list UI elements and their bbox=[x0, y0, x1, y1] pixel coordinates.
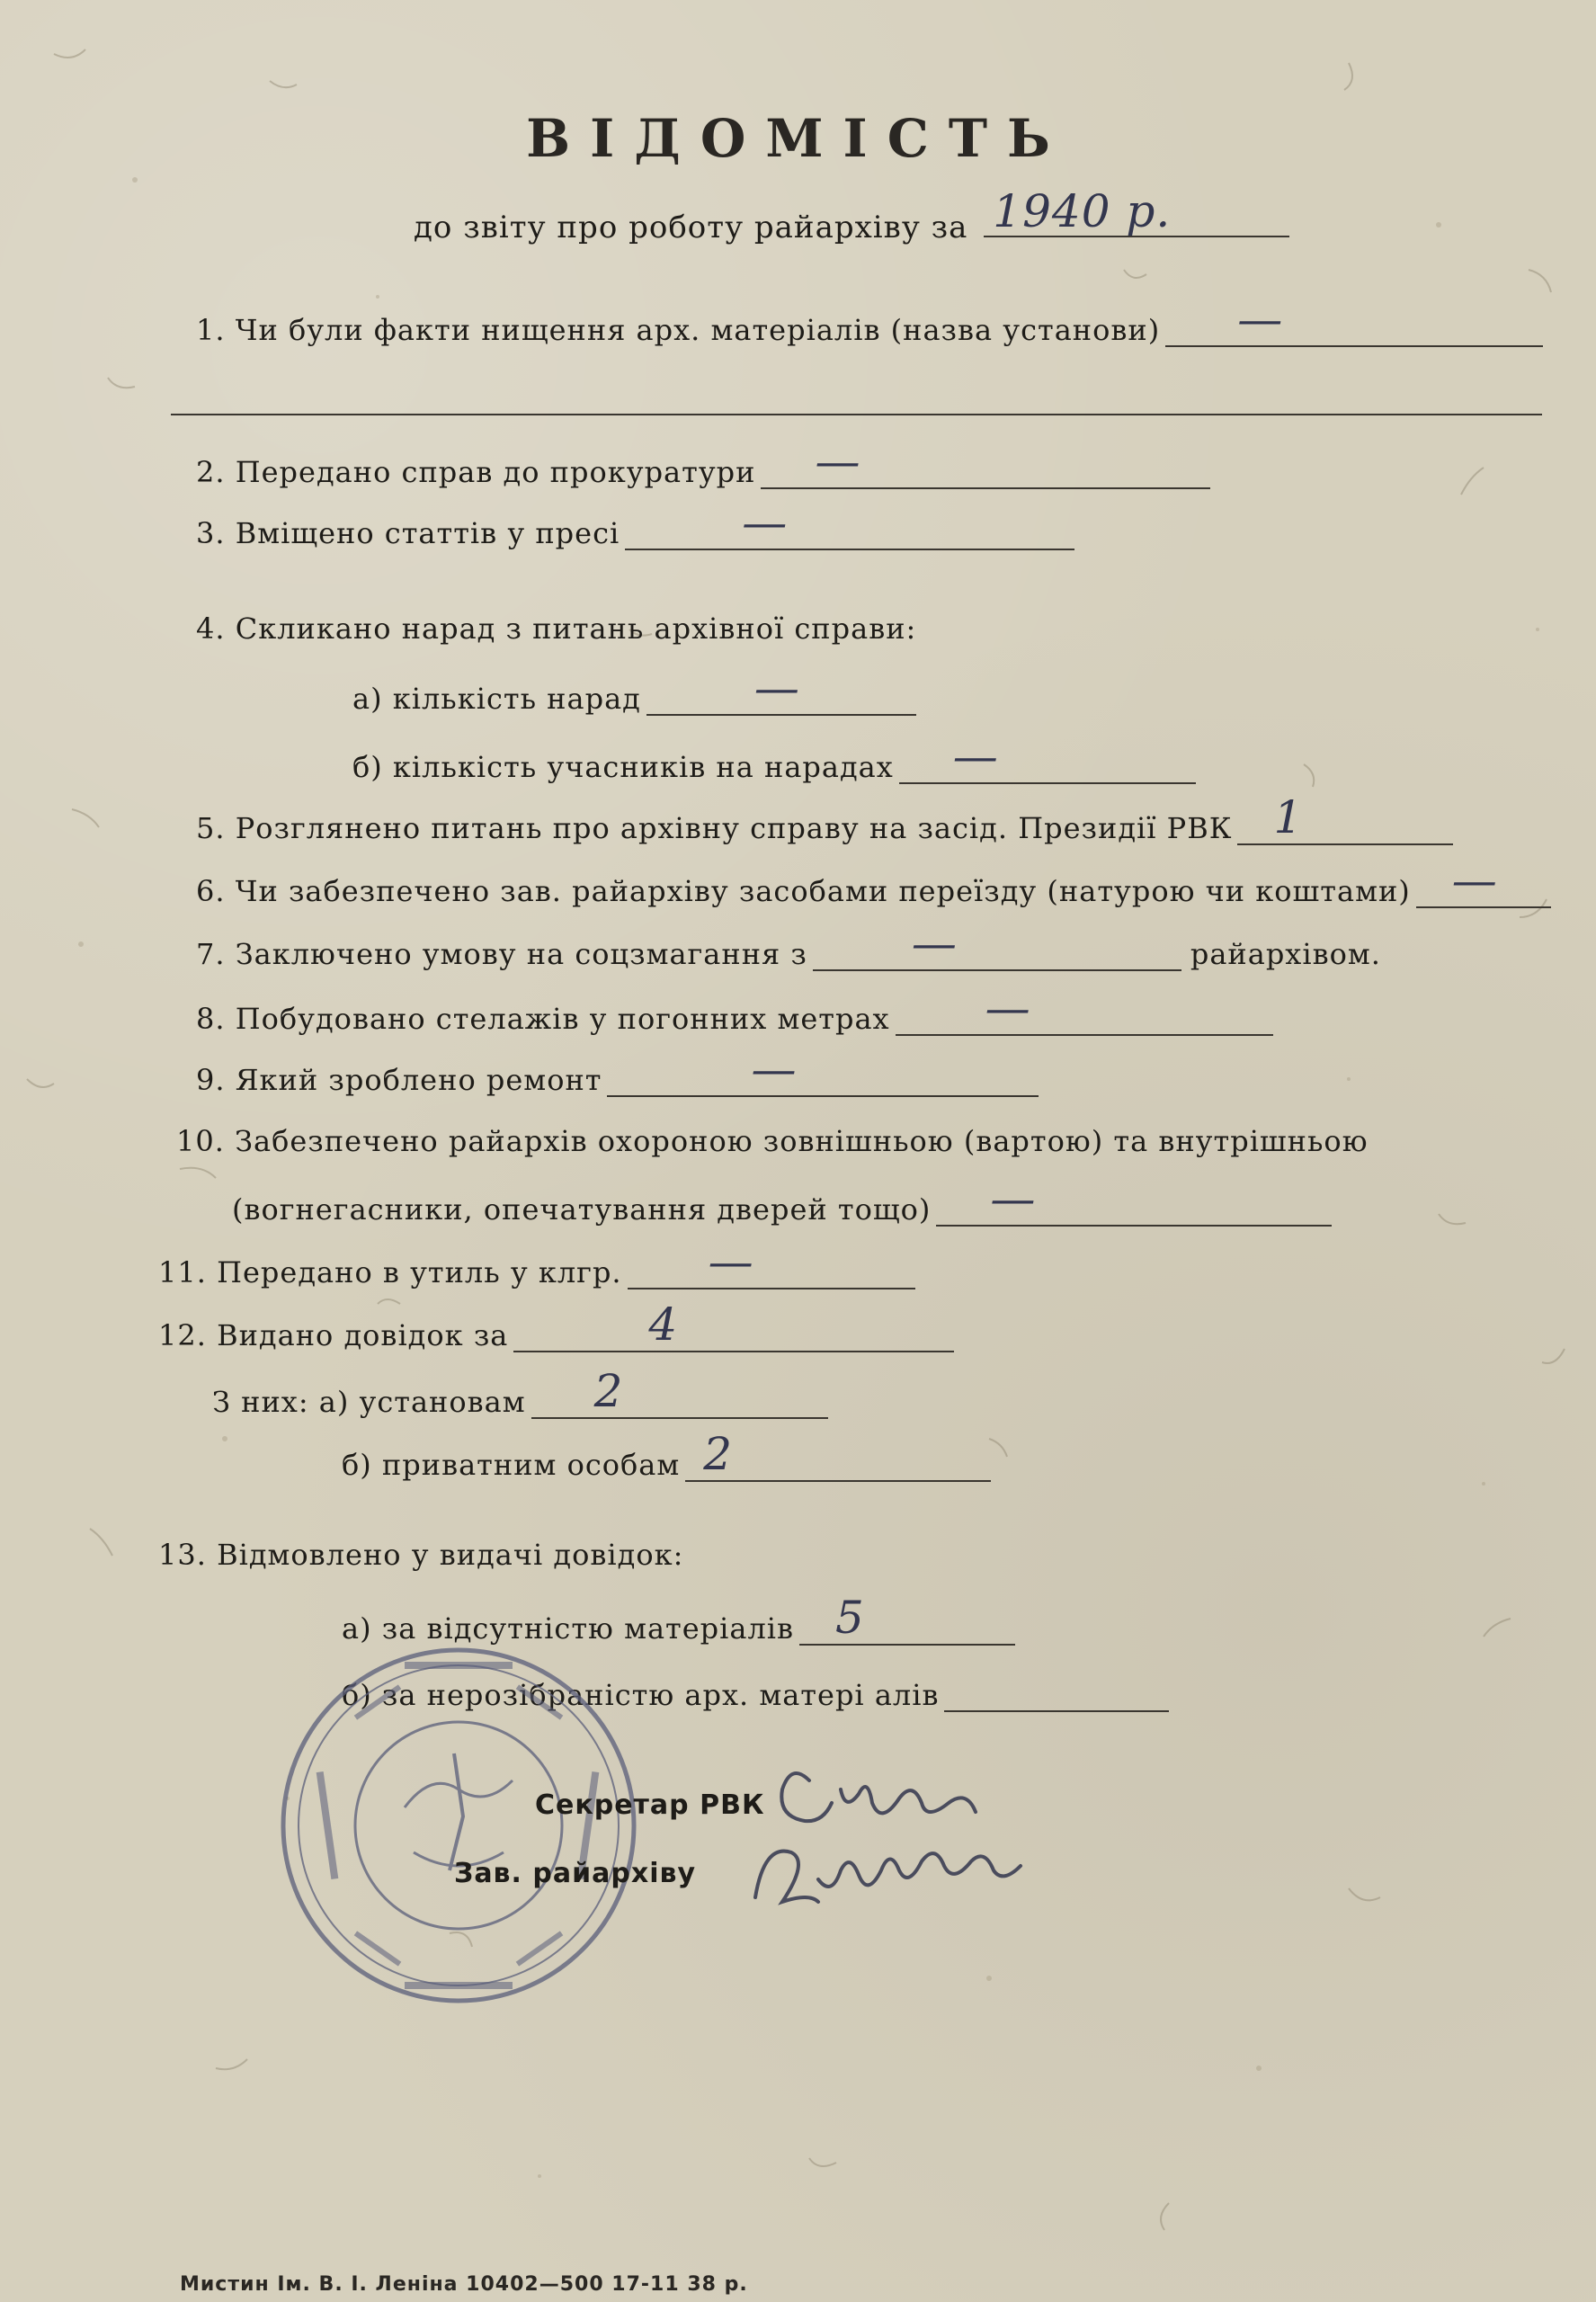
handwritten-signature bbox=[737, 1744, 1115, 1942]
item-8 bbox=[196, 982, 1273, 1036]
item-12 bbox=[158, 1298, 954, 1352]
item-10 bbox=[176, 1124, 1369, 1158]
item-4b-field bbox=[899, 730, 1196, 784]
item-2-value: — bbox=[815, 435, 861, 487]
subtitle bbox=[414, 185, 1289, 245]
item-7-field bbox=[813, 917, 1181, 971]
item-10-field bbox=[936, 1173, 1332, 1227]
item-10-value: — bbox=[990, 1173, 1037, 1225]
year-field bbox=[984, 185, 1289, 237]
item-11-value: — bbox=[708, 1236, 754, 1288]
item-6-label: 6. Чи забезпечено зав. райархіву засобами переїзду (натурою чи коштами) bbox=[196, 874, 1411, 908]
item-12b-label: б) приватним особам bbox=[342, 1448, 681, 1482]
item-3 bbox=[196, 496, 1074, 550]
document-title: ВІДОМІСТЬ bbox=[526, 108, 1070, 169]
item-7-label: 7. Заключено умову на соцзмагання з bbox=[196, 937, 807, 971]
item-4 bbox=[196, 611, 916, 646]
item-4a bbox=[352, 662, 916, 716]
item-9-field bbox=[607, 1043, 1039, 1097]
item-12b-field bbox=[685, 1428, 991, 1482]
item-4a-value: — bbox=[753, 662, 800, 714]
item-3-value: — bbox=[742, 496, 789, 549]
item-9-label: 9. Який зроблено ремонт bbox=[196, 1063, 602, 1097]
item-10-cont-label: (вогнегасники, опечатування дверей тощо) bbox=[232, 1192, 932, 1227]
item-6-value: — bbox=[1451, 854, 1498, 906]
item-1-value: — bbox=[1237, 293, 1284, 345]
item-12-field bbox=[513, 1298, 954, 1352]
item-1-continuation-line bbox=[171, 414, 1542, 415]
item-12a-label: З них: а) установам bbox=[212, 1385, 526, 1419]
item-11 bbox=[158, 1236, 915, 1289]
item-8-field bbox=[896, 982, 1273, 1036]
item-12b bbox=[342, 1428, 991, 1482]
item-3-label: 3. Вміщено статтів у пресі bbox=[196, 516, 620, 550]
item-5-value: 1 bbox=[1273, 791, 1304, 843]
item-2 bbox=[196, 435, 1210, 489]
item-2-field bbox=[761, 435, 1210, 489]
item-4-label: 4. Скликано нарад з питань архівної справи: bbox=[196, 611, 917, 646]
item-13b-field bbox=[944, 1673, 1169, 1712]
item-10-label: 10. Забезпечено райархів охороною зовнішньою (вартою) та внутрішньою bbox=[176, 1124, 1369, 1158]
item-4b-label: б) кількість учасників на нарадах bbox=[352, 750, 894, 784]
item-6 bbox=[196, 854, 1551, 908]
item-11-label: 11. Передано в утиль у клгр. bbox=[158, 1255, 622, 1289]
item-4b bbox=[352, 730, 1196, 784]
item-12a bbox=[212, 1365, 828, 1419]
item-13a-label: а) за відсутністю матеріалів bbox=[342, 1611, 795, 1646]
item-5-field bbox=[1237, 791, 1453, 845]
item-4a-field bbox=[646, 662, 916, 716]
item-1-field bbox=[1165, 293, 1543, 347]
item-13 bbox=[158, 1538, 683, 1572]
item-7-suffix: райархівом. bbox=[1190, 937, 1381, 971]
official-seal-stamp bbox=[270, 1637, 647, 2014]
year-handwritten: 1940 р. bbox=[993, 185, 1172, 237]
item-7 bbox=[196, 917, 1381, 971]
item-8-value: — bbox=[985, 982, 1031, 1034]
item-2-label: 2. Передано справ до прокуратури bbox=[196, 455, 756, 489]
item-5 bbox=[196, 791, 1453, 845]
item-4b-value: — bbox=[952, 730, 999, 782]
item-4a-label: а) кількість нарад bbox=[352, 682, 641, 716]
item-9 bbox=[196, 1043, 1039, 1097]
item-7-value: — bbox=[911, 917, 958, 969]
item-12a-value: 2 bbox=[593, 1365, 624, 1417]
item-10-cont bbox=[232, 1173, 1332, 1227]
item-12a-field bbox=[531, 1365, 828, 1419]
item-11-field bbox=[628, 1236, 915, 1289]
secretary-label: Секретар РВК bbox=[535, 1789, 765, 1821]
item-13b-label: б) за нерозібраністю арх. матері алів bbox=[342, 1678, 940, 1712]
item-12-label: 12. Видано довідок за bbox=[158, 1318, 509, 1352]
item-13-label: 13. Відмовлено у видачі довідок: bbox=[158, 1538, 684, 1572]
item-9-value: — bbox=[751, 1043, 798, 1095]
item-1-label: 1. Чи були факти нищення арх. матеріалів (назва установи) bbox=[196, 313, 1161, 347]
item-8-label: 8. Побудовано стелажів у погонних метрах bbox=[196, 1002, 890, 1036]
item-12-value: 4 bbox=[648, 1298, 679, 1351]
item-3-field bbox=[625, 496, 1074, 550]
item-5-label: 5. Розглянено питань про архівну справу на засід. Президії РВК bbox=[196, 811, 1233, 845]
item-13a-value: 5 bbox=[835, 1592, 865, 1644]
item-12b-value: 2 bbox=[703, 1428, 734, 1480]
printer-imprint: Мистин Ім. В. І. Леніна 10402—500 17-11 38 р. bbox=[180, 2273, 748, 2296]
subtitle-text: до звіту про роботу райархіву за bbox=[414, 210, 968, 245]
item-13a-field bbox=[799, 1592, 1015, 1646]
archive-head-label: Зав. райархіву bbox=[454, 1858, 697, 1889]
item-1 bbox=[196, 293, 1543, 347]
item-6-field bbox=[1416, 854, 1551, 908]
